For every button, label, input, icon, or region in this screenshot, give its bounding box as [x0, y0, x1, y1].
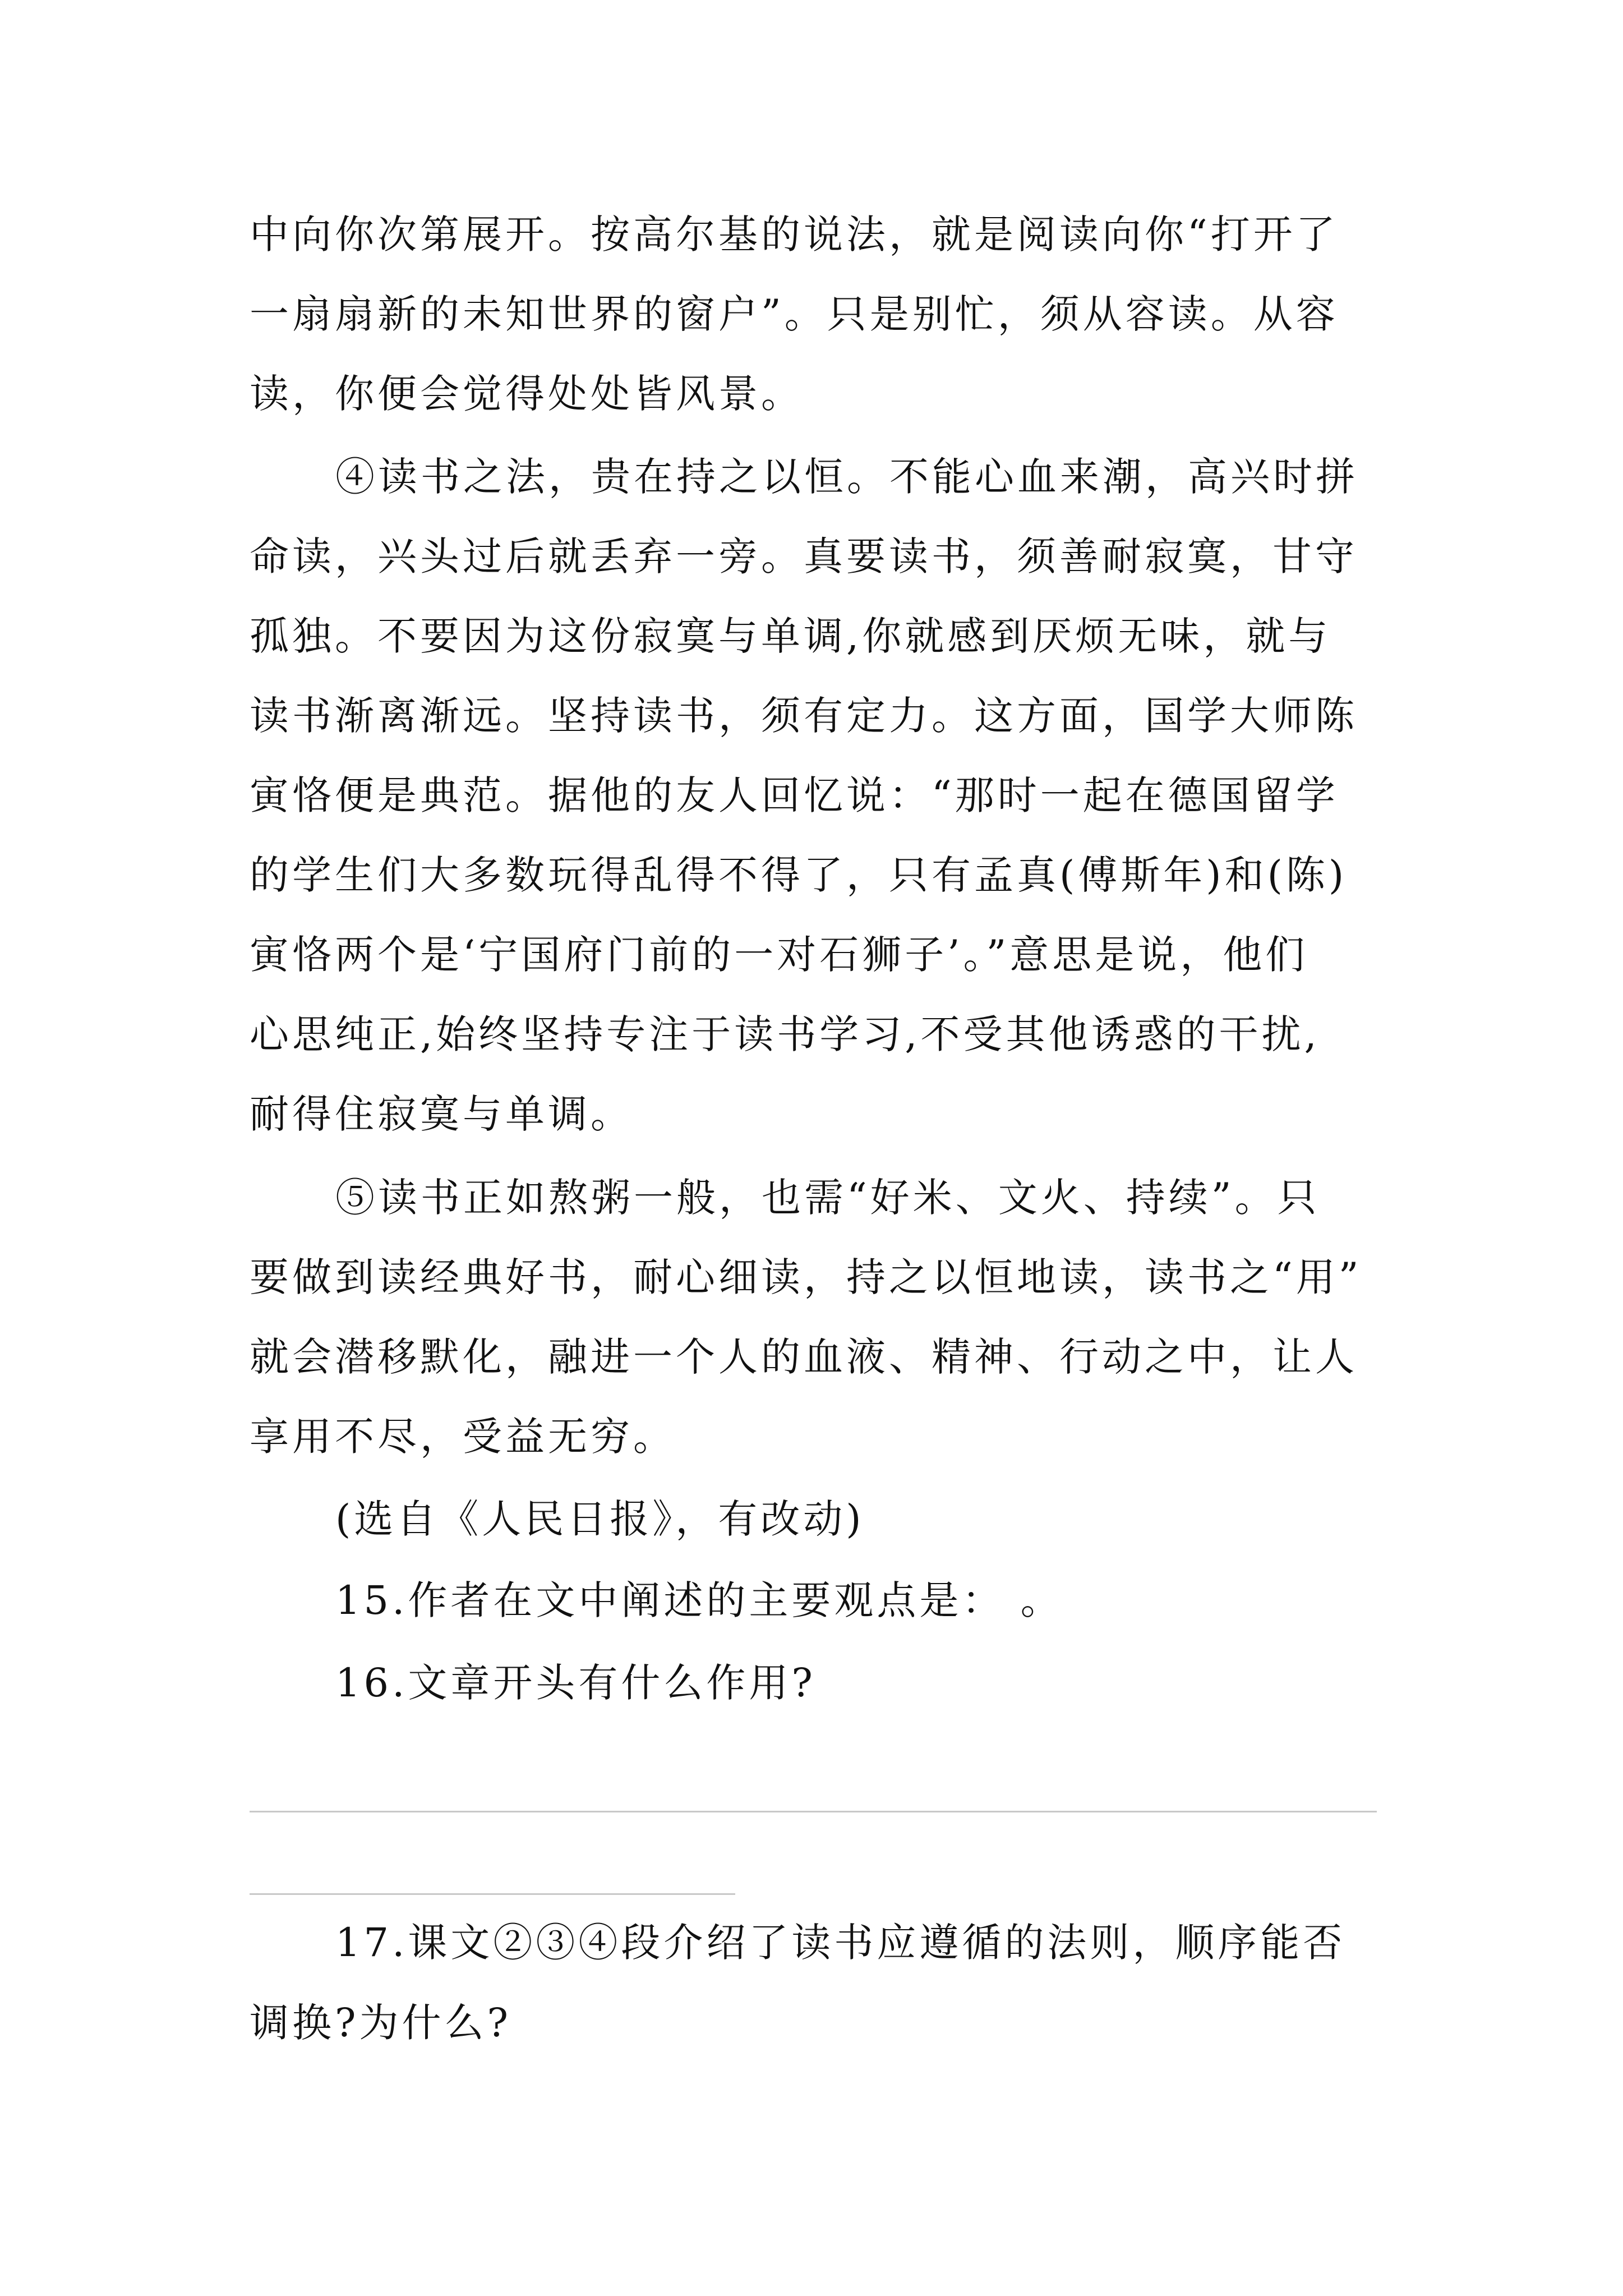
paragraph-4-line-6: 的学生们大多数玩得乱得不得了，只有孟真(傅斯年)和(陈): [250, 852, 1348, 898]
question-16: 16.文章开头有什么作用?: [335, 1660, 816, 1706]
paragraph-3-line-2: 一扇扇新的未知世界的窗户”。只是别忙，须从容读。从容: [250, 291, 1339, 337]
question-17-line-2: 调换?为什么?: [250, 2000, 512, 2046]
paragraph-4-line-5: 寅恪便是典范。据他的友人回忆说：“那时一起在德国留学: [250, 772, 1339, 818]
paragraph-4-line-4: 读书渐离渐远。坚持读书，须有定力。这方面，国学大师陈: [250, 693, 1358, 739]
paragraph-4-line-8: 心思纯正,始终坚持专注于读书学习,不受其他诱惑的干扰,: [250, 1011, 1320, 1057]
paragraph-4-line-2: 命读，兴头过后就丢弃一旁。真要读书，须善耐寂寞，甘守: [250, 533, 1358, 579]
paragraph-5-line-3: 就会潜移默化，融进一个人的血液、精神、行动之中，让人: [250, 1334, 1358, 1380]
paragraph-4-line-1: ④读书之法，贵在持之以恒。不能心血来潮，高兴时拼: [335, 454, 1358, 500]
paragraph-3-line-1: 中向你次第展开。按高尔基的说法，就是阅读向你“打开了: [250, 211, 1339, 257]
paragraph-5-line-2: 要做到读经典好书，耐心细读，持之以恒地读，读书之“用”: [250, 1254, 1362, 1300]
paragraph-5-line-4: 享用不尽，受益无穷。: [250, 1414, 676, 1460]
answer-line-2: [250, 1893, 735, 1895]
answer-line-1: [250, 1811, 1377, 1812]
source-citation: (选自《人民日报》，有改动): [335, 1496, 865, 1542]
question-17-line-1: 17.课文②③④段介绍了读书应遵循的法则，顺序能否: [335, 1920, 1346, 1966]
paragraph-4-line-3: 孤独。不要因为这份寂寞与单调,你就感到厌烦无味，就与: [250, 613, 1331, 659]
question-15: 15.作者在文中阐述的主要观点是： 。: [335, 1577, 1063, 1623]
paragraph-4-line-7: 寅恪两个是‘宁国府门前的一对石狮子’。”意思是说，他们: [250, 932, 1308, 978]
paragraph-3-line-3: 读，你便会觉得处处皆风景。: [250, 371, 804, 417]
paragraph-5-line-1: ⑤读书正如熬粥一般，也需“好米、文火、持续”。只: [335, 1175, 1320, 1221]
paragraph-4-line-9: 耐得住寂寞与单调。: [250, 1091, 633, 1137]
